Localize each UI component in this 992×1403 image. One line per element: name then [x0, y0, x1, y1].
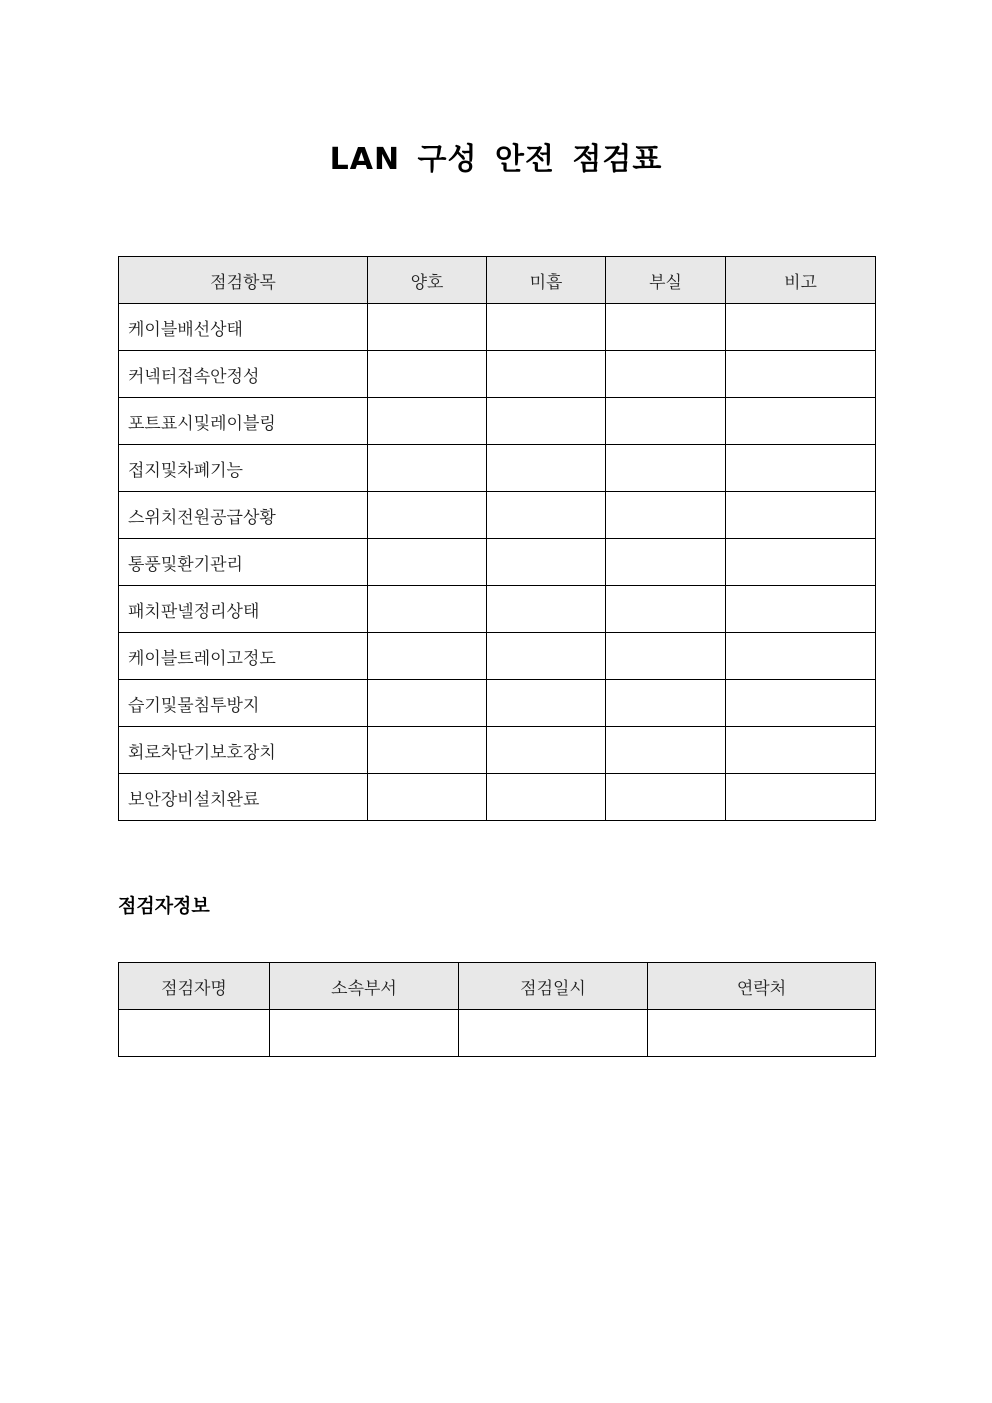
header-department: 소속부서: [270, 963, 459, 1010]
good-cell[interactable]: [368, 727, 487, 774]
inspection-datetime-field[interactable]: [459, 1010, 648, 1057]
table-row: [119, 774, 876, 821]
check-item-label: 포트표시및레이블링: [119, 398, 368, 445]
check-item-label: 케이블트레이고정도: [119, 633, 368, 680]
poor-cell[interactable]: [606, 774, 726, 821]
good-cell[interactable]: [368, 304, 487, 351]
good-cell[interactable]: [368, 633, 487, 680]
remarks-cell[interactable]: [726, 445, 876, 492]
check-item-label: 회로차단기보호장치: [119, 727, 368, 774]
table-row: [119, 586, 876, 633]
table-row: [119, 1010, 876, 1057]
table-row: [119, 680, 876, 727]
remarks-cell[interactable]: [726, 304, 876, 351]
header-contact: 연락처: [648, 963, 876, 1010]
header-poor: 부실: [606, 257, 726, 304]
remarks-cell[interactable]: [726, 539, 876, 586]
insufficient-cell[interactable]: [487, 445, 606, 492]
check-item-label: 패치판넬정리상태: [119, 586, 368, 633]
remarks-cell[interactable]: [726, 774, 876, 821]
poor-cell[interactable]: [606, 586, 726, 633]
check-item-label: 접지및차폐기능: [119, 445, 368, 492]
good-cell[interactable]: [368, 586, 487, 633]
check-item-label: 스위치전원공급상황: [119, 492, 368, 539]
poor-cell[interactable]: [606, 445, 726, 492]
insufficient-cell[interactable]: [487, 351, 606, 398]
header-inspector-name: 점검자명: [119, 963, 270, 1010]
poor-cell[interactable]: [606, 633, 726, 680]
insufficient-cell[interactable]: [487, 492, 606, 539]
inspector-section-title: 점검자정보: [118, 895, 210, 917]
poor-cell[interactable]: [606, 304, 726, 351]
department-field[interactable]: [270, 1010, 459, 1057]
check-item-label: 커넥터접속안정성: [119, 351, 368, 398]
check-item-label: 케이블배선상태: [119, 304, 368, 351]
insufficient-cell[interactable]: [487, 633, 606, 680]
good-cell[interactable]: [368, 398, 487, 445]
poor-cell[interactable]: [606, 539, 726, 586]
table-row: [119, 304, 876, 351]
good-cell[interactable]: [368, 539, 487, 586]
insufficient-cell[interactable]: [487, 680, 606, 727]
insufficient-cell[interactable]: [487, 586, 606, 633]
good-cell[interactable]: [368, 492, 487, 539]
insufficient-cell[interactable]: [487, 539, 606, 586]
checklist-table: [118, 256, 876, 821]
poor-cell[interactable]: [606, 398, 726, 445]
inspector-table: [118, 962, 876, 1057]
inspector-name-field[interactable]: [119, 1010, 270, 1057]
poor-cell[interactable]: [606, 680, 726, 727]
insufficient-cell[interactable]: [487, 727, 606, 774]
table-row: [119, 727, 876, 774]
poor-cell[interactable]: [606, 727, 726, 774]
table-row: [119, 445, 876, 492]
poor-cell[interactable]: [606, 492, 726, 539]
check-item-label: 습기및물침투방지: [119, 680, 368, 727]
check-item-label: 보안장비설치완료: [119, 774, 368, 821]
check-item-label: 통풍및환기관리: [119, 539, 368, 586]
insufficient-cell[interactable]: [487, 398, 606, 445]
poor-cell[interactable]: [606, 351, 726, 398]
remarks-cell[interactable]: [726, 680, 876, 727]
table-row: [119, 492, 876, 539]
header-remarks: 비고: [726, 257, 876, 304]
remarks-cell[interactable]: [726, 727, 876, 774]
header-check-item: 점검항목: [119, 257, 368, 304]
remarks-cell[interactable]: [726, 633, 876, 680]
table-row: [119, 633, 876, 680]
insufficient-cell[interactable]: [487, 304, 606, 351]
document-title: LAN 구성 안전 점검표: [329, 142, 663, 177]
good-cell[interactable]: [368, 351, 487, 398]
insufficient-cell[interactable]: [487, 774, 606, 821]
header-inspection-datetime: 점검일시: [459, 963, 648, 1010]
table-row: [119, 351, 876, 398]
remarks-cell[interactable]: [726, 398, 876, 445]
good-cell[interactable]: [368, 774, 487, 821]
remarks-cell[interactable]: [726, 586, 876, 633]
remarks-cell[interactable]: [726, 351, 876, 398]
contact-field[interactable]: [648, 1010, 876, 1057]
header-insufficient: 미흡: [487, 257, 606, 304]
good-cell[interactable]: [368, 680, 487, 727]
checklist-header-row: [119, 257, 876, 304]
good-cell[interactable]: [368, 445, 487, 492]
inspector-header-row: [119, 963, 876, 1010]
remarks-cell[interactable]: [726, 492, 876, 539]
header-good: 양호: [368, 257, 487, 304]
table-row: [119, 539, 876, 586]
table-row: [119, 398, 876, 445]
